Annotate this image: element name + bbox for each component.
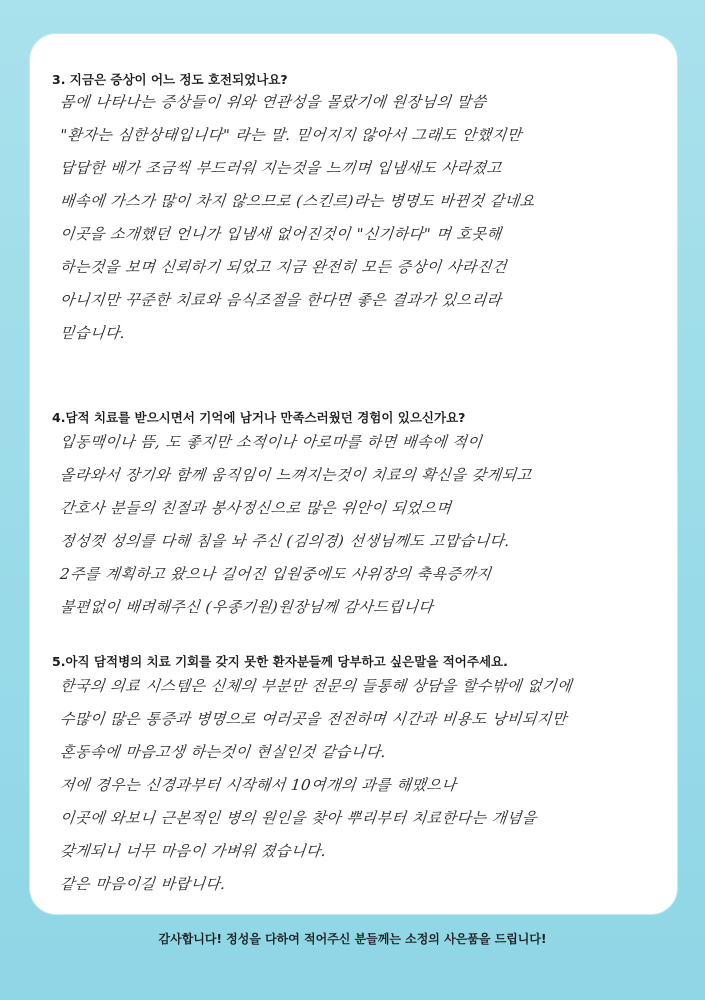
answer-3-line: 몸에 나타나는 증상들이 위와 연관성을 몰랐기에 원장님의 말씀: [59, 93, 488, 111]
answer-5-line: 혼동속에 마음고생 하는것이 현실인것 같습니다.: [59, 743, 388, 761]
answer-5-line: 같은 마음이길 바랍니다.: [59, 875, 227, 893]
answer-4-line: 올라와서 장기와 함께 움직임이 느껴지는것이 치료의 확신을 갖게되고: [59, 466, 533, 484]
answer-5-line: 저에 경우는 신경과부터 시작해서 10여개의 과를 해맸으나: [59, 776, 458, 794]
answer-3-line: 아니지만 꾸준한 치료와 음식조절을 한다면 좋은 결과가 있으리라: [59, 291, 503, 309]
answer-3-line: 이곳을 소개했던 언니가 입냄새 없어진것이 "신기하다" 며 호못해: [59, 225, 503, 243]
answer-3-line: "환자는 심한상태입니다" 라는 말. 믿어지지 않아서 그래도 안했지만: [59, 126, 523, 144]
survey-sheet: [30, 34, 677, 914]
answer-3-line: 믿습니다.: [59, 324, 127, 342]
answer-4-line: 간호사 분들의 친절과 봉사정신으로 많은 위안이 되었으며: [59, 499, 453, 517]
answer-5-line: 갖게되니 너무 마음이 가벼워 졌습니다.: [59, 842, 328, 860]
answer-3: [60, 86, 660, 350]
question-3: 3. 지금은 증상이 어느 정도 호전되었나요?: [52, 72, 288, 87]
answer-4-line: 정성껏 성의를 다해 침을 놔 주신 (김의경) 선생님께도 고맙습니다.: [59, 532, 511, 550]
answer-3-line: 답답한 배가 조금씩 부드러워 지는것을 느끼며 입냄새도 사라졌고: [59, 159, 503, 177]
answer-5-line: 수많이 많은 통증과 병명으로 여러곳을 전전하며 시간과 비용도 낭비되지만: [59, 710, 568, 728]
answer-4-line: 입동맥이나 뜸, 도 좋지만 소적이나 아로마를 하면 배속에 적이: [59, 433, 484, 451]
answer-5: [60, 670, 660, 901]
answer-5-line: 한국의 의료 시스템은 신체의 부분만 전문의 들통해 상담을 할수밖에 없기에: [59, 677, 574, 695]
question-5: 5.아직 담적병의 치료 기회를 갖지 못한 환자분들께 당부하고 싶은말을 적어주세요.: [52, 654, 508, 669]
answer-4-line: 불편없이 배려해주신 (우종기원)원장님께 감사드립니다: [59, 598, 435, 616]
answer-3-line: 하는것을 보며 신뢰하기 되었고 지금 완전히 모든 증상이 사라진건: [59, 258, 508, 276]
answer-4: [60, 426, 660, 624]
answer-3-line: 배속에 가스가 많이 차지 않으므로 (스킨르)라는 병명도 바뀐것 같네요: [59, 192, 536, 210]
answer-5-line: 이곳에 와보니 근본적인 병의 원인을 찾아 뿌리부터 치료한다는 개념을: [59, 809, 538, 827]
footer-thanks: 감사합니다! 정성을 다하여 적어주신 분들께는 소정의 사은품을 드립니다!: [158, 932, 547, 946]
answer-4-line: 2주를 계획하고 왔으나 길어진 입원중에도 사위장의 축욕증까지: [59, 565, 493, 583]
question-4: 4.담적 치료를 받으시면서 기억에 남거나 만족스러웠던 경험이 있으신가요?: [52, 410, 466, 425]
